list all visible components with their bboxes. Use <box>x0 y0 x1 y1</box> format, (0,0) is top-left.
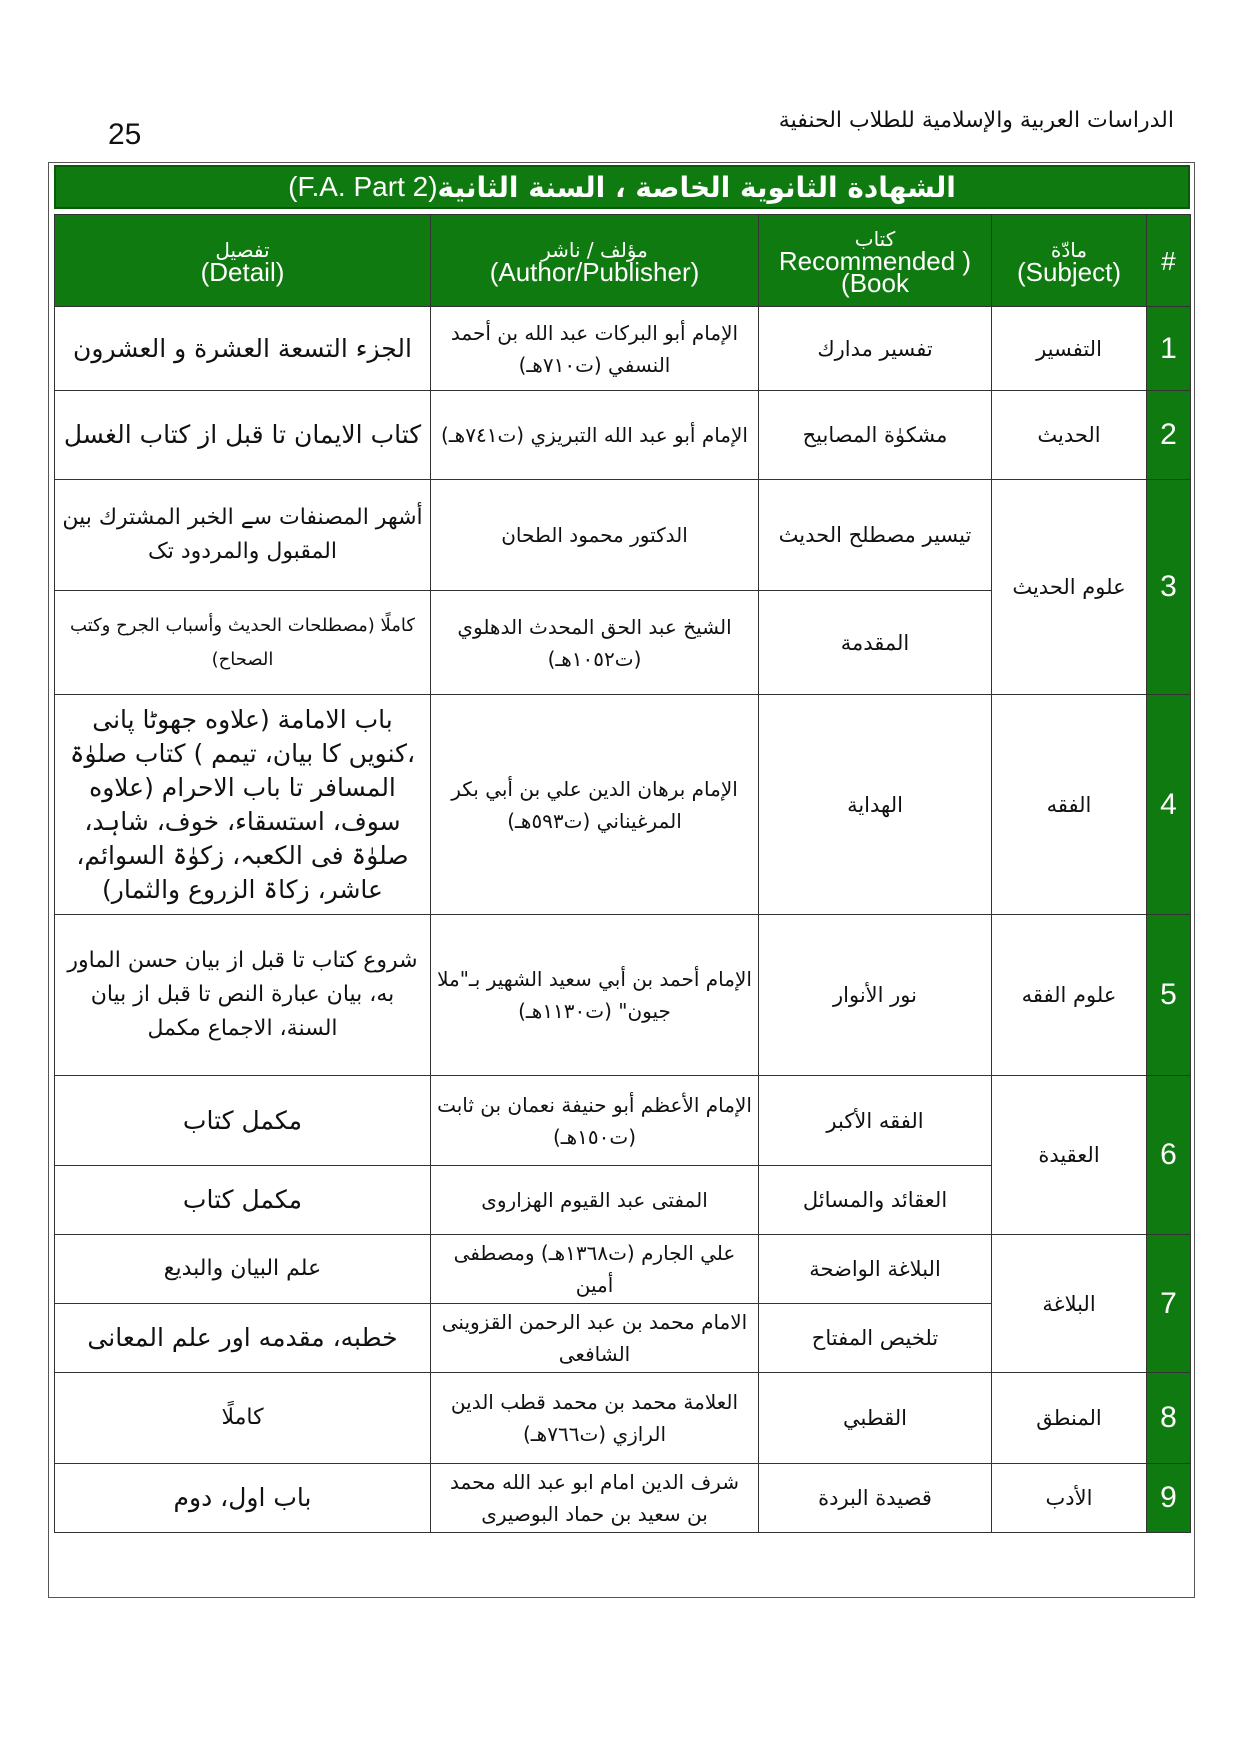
title-arabic: الشهادة الثانوية الخاصة ، السنة الثانية <box>437 170 956 204</box>
author-cell: الشيخ عبد الحق المحدث الدهلوي (ت١٠٥٢هـ) <box>431 591 759 695</box>
book-cell: تلخيص المفتاح <box>759 1304 992 1373</box>
detail-cell: خطبه، مقدمه اور علم المعانی <box>55 1304 431 1373</box>
table-row <box>55 480 1191 591</box>
page-number: 25 <box>108 118 142 151</box>
detail-cell: أشهر المصنفات سے الخبر المشترك بين المقبول والمردود تک <box>55 480 431 591</box>
table-row <box>55 391 1191 480</box>
table-row <box>55 1464 1191 1533</box>
detail-cell: الجزء التسعة العشرة و العشرون <box>55 307 431 391</box>
row-number: 9 <box>1147 1464 1191 1533</box>
author-cell: الإمام أبو البركات عبد الله بن أحمد النسفي (ت٧١٠هـ) <box>431 307 759 391</box>
author-cell: علي الجارم (ت١٣٦٨هـ) ومصطفى أمين <box>431 1235 759 1304</box>
book-cell: الهداية <box>759 695 992 915</box>
header-author: مؤلف / ناشر (Author/Publisher) <box>431 215 759 307</box>
table-row <box>55 1235 1191 1304</box>
row-number: 7 <box>1147 1235 1191 1373</box>
author-cell: شرف الدين امام ابو عبد الله محمد بن سعيد بن حماد البوصيرى <box>431 1464 759 1533</box>
subject-cell: علوم الفقه <box>992 915 1147 1076</box>
book-cell: العقائد والمسائل <box>759 1166 992 1235</box>
subject-cell: التفسير <box>992 307 1147 391</box>
header-book: كتاب Recommended ) (Book <box>759 215 992 307</box>
book-cell: القطبي <box>759 1373 992 1464</box>
author-cell: الإمام أحمد بن أبي سعيد الشهير بـ"ملا جيون" (ت١١٣٠هـ) <box>431 915 759 1076</box>
subject-cell: الأدب <box>992 1464 1147 1533</box>
book-cell: الفقه الأكبر <box>759 1076 992 1166</box>
table-row <box>55 1373 1191 1464</box>
book-cell: تيسير مصطلح الحديث <box>759 480 992 591</box>
header-row <box>55 215 1191 307</box>
row-number: 1 <box>1147 307 1191 391</box>
running-head: الدراسات العربية والإسلامية للطلاب الحنفية <box>778 108 1174 133</box>
author-cell: المفتی عبد القيوم الهزاروی <box>431 1166 759 1235</box>
detail-cell: مکمل کتاب <box>55 1076 431 1166</box>
detail-cell: علم البيان والبديع <box>55 1235 431 1304</box>
author-cell: العلامة محمد بن محمد قطب الدين الرازي (ت٧٦٦هـ) <box>431 1373 759 1464</box>
book-cell: البلاغة الواضحة <box>759 1235 992 1304</box>
row-number: 3 <box>1147 480 1191 695</box>
detail-cell: كاملًا <box>55 1373 431 1464</box>
subject-cell: علوم الحديث <box>992 480 1147 695</box>
row-number: 5 <box>1147 915 1191 1076</box>
table-row <box>55 695 1191 915</box>
author-cell: الامام محمد بن عبد الرحمن القزوينى الشافعى <box>431 1304 759 1373</box>
book-cell: المقدمة <box>759 591 992 695</box>
subject-cell: البلاغة <box>992 1235 1147 1373</box>
header-num: # <box>1147 215 1191 307</box>
author-cell: الإمام برهان الدين علي بن أبي بكر المرغيناني (ت٥٩٣هـ) <box>431 695 759 915</box>
row-number: 2 <box>1147 391 1191 480</box>
detail-cell: باب الامامة (علاوه جهوٹا پانی ،کنویں کا بیان، تیمم ) کتاب صلوٰۃ المسافر تا باب الاحرام (علاوه سوف، استسقاء، خوف، شاہد، صلوٰۃ فی الکعبہ، زکوٰۃ السوائم، عاشر، زکاۃ الزروع والثمار) <box>55 695 431 915</box>
subject-cell: الحديث <box>992 391 1147 480</box>
subject-cell: المنطق <box>992 1373 1147 1464</box>
row-number: 6 <box>1147 1076 1191 1235</box>
book-cell: قصيدة البردة <box>759 1464 992 1533</box>
book-cell: تفسير مدارك <box>759 307 992 391</box>
table-row <box>55 307 1191 391</box>
book-cell: مشكوٰة المصابيح <box>759 391 992 480</box>
detail-cell: كتاب الايمان تا قبل از كتاب الغسل <box>55 391 431 480</box>
curriculum-table <box>54 214 1191 1533</box>
author-cell: الإمام أبو عبد الله التبريزي (ت٧٤١هـ) <box>431 391 759 480</box>
table-title <box>54 165 1190 209</box>
detail-cell: باب اول، دوم <box>55 1464 431 1533</box>
detail-cell: مکمل کتاب <box>55 1166 431 1235</box>
detail-cell: شروع کتاب تا قبل از بیان حسن الماور به، بيان عبارة النص تا قبل از بيان السنة، الاجماع مکمل <box>55 915 431 1076</box>
row-number: 8 <box>1147 1373 1191 1464</box>
table-row <box>55 1076 1191 1166</box>
detail-cell: كاملًا (مصطلحات الحديث وأسباب الجرح وكتب الصحاح) <box>55 591 431 695</box>
row-number: 4 <box>1147 695 1191 915</box>
subject-cell: الفقه <box>992 695 1147 915</box>
table-row <box>55 915 1191 1076</box>
title-latin: (F.A. Part 2) <box>288 171 438 202</box>
author-cell: الإمام الأعظم أبو حنيفة نعمان بن ثابت (ت١٥٠هـ) <box>431 1076 759 1166</box>
header-subject: مادّة (Subject) <box>992 215 1147 307</box>
author-cell: الدكتور محمود الطحان <box>431 480 759 591</box>
book-cell: نور الأنوار <box>759 915 992 1076</box>
subject-cell: العقيدة <box>992 1076 1147 1235</box>
header-detail: تفصيل (Detail) <box>55 215 431 307</box>
